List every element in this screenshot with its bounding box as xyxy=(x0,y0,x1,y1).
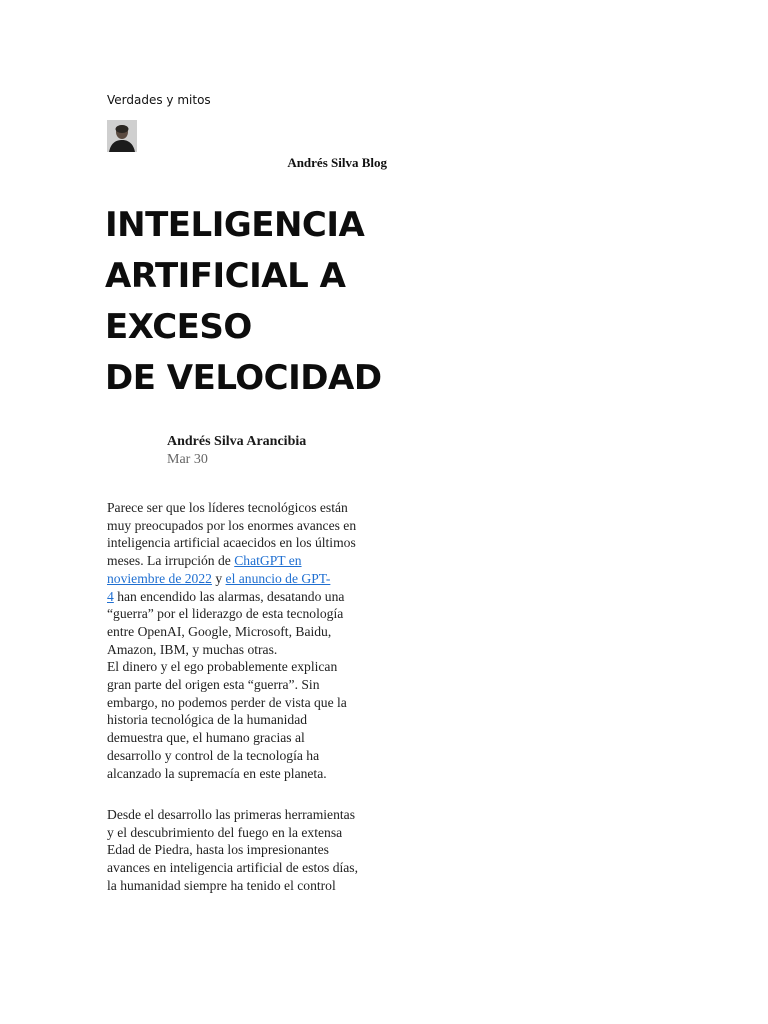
text-line: Edad de Piedra, hasta los impresionantes xyxy=(107,842,329,858)
text-line: y el descubrimiento del fuego en la extensa xyxy=(107,824,343,840)
title-line: ARTIFICIAL A xyxy=(105,256,346,296)
article-paragraph-1 xyxy=(107,499,397,782)
text-line: avances en inteligencia artificial de estos días, xyxy=(107,860,358,876)
author-name[interactable]: Andrés Silva Arancibia xyxy=(167,434,307,449)
text-line: desarrollo y control de la tecnología ha xyxy=(107,747,320,763)
chatgpt-link-cont[interactable]: noviembre de 2022 xyxy=(107,570,212,586)
text-segment: han encendido las alarmas, desatando una xyxy=(113,588,345,604)
text-line: Amazon, IBM, y muchas otras. xyxy=(107,641,278,657)
text-segment: y xyxy=(211,570,226,586)
text-line xyxy=(107,570,397,588)
text-line xyxy=(107,588,397,606)
author-avatar-icon[interactable] xyxy=(107,120,137,152)
publish-date: Mar 30 xyxy=(167,452,208,467)
title-line: DE VELOCIDAD xyxy=(105,358,382,398)
article-title xyxy=(105,200,425,404)
text-line: embargo, no podemos perder de vista que la xyxy=(107,694,347,710)
title-line: INTELIGENCIA xyxy=(105,205,365,245)
text-line: entre OpenAI, Google, Microsoft, Baidu, xyxy=(107,623,332,639)
text-line: inteligencia artificial acaecidos en los últimos xyxy=(107,535,356,551)
chatgpt-link[interactable]: ChatGPT en xyxy=(234,553,302,569)
section-kicker: Verdades y mitos xyxy=(107,93,211,107)
text-line: gran parte del origen esta “guerra”. Sin xyxy=(107,677,320,693)
article-paragraph-2 xyxy=(107,806,397,895)
gpt4-announcement-link[interactable]: el anuncio de GPT- xyxy=(225,570,331,586)
text-line: “guerra” por el liderazgo de esta tecnología xyxy=(107,606,344,622)
title-line: EXCESO xyxy=(105,307,252,347)
blog-name[interactable]: Andrés Silva Blog xyxy=(287,155,387,170)
text-line: historia tecnológica de la humanidad xyxy=(107,712,308,728)
text-line: Desde el desarrollo las primeras herramientas xyxy=(107,807,355,822)
gpt4-announcement-link-cont[interactable]: 4 xyxy=(107,588,114,604)
text-line: alcanzado la supremacía en este planeta. xyxy=(107,765,327,781)
text-line xyxy=(107,552,397,570)
text-segment: meses. La irrupción de xyxy=(107,553,235,569)
text-line: muy preocupados por los enormes avances en xyxy=(107,517,357,533)
text-line: El dinero y el ego probablemente explican xyxy=(107,659,338,675)
text-line: demuestra que, el humano gracias al xyxy=(107,730,305,746)
text-line: Parece ser que los líderes tecnológicos están xyxy=(107,500,348,515)
text-line: la humanidad siempre ha tenido el control xyxy=(107,877,336,893)
